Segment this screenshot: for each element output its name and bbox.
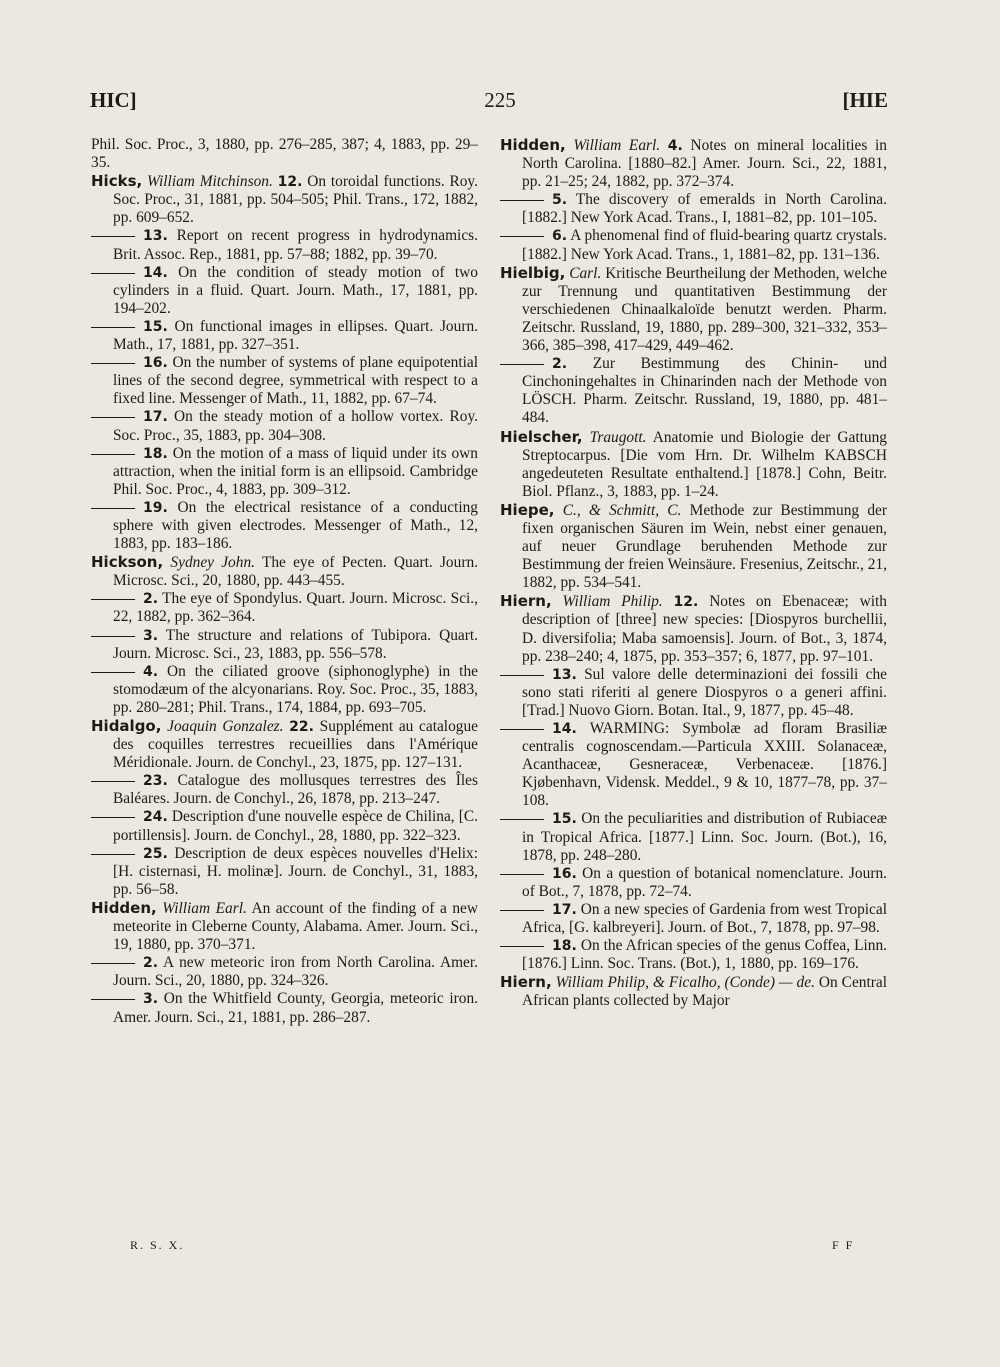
entry-text: On the condition of steady motion of two cylinders in a fluid. Quart. Journ. Math., 17, 1881, pp. 194–202. (113, 263, 478, 317)
ditto-dash (91, 236, 135, 237)
entry-text: A phenomenal find of fluid-bearing quartz crystals. [1882.] New York Acad. Trans., 1, 1881–82, pp. 131–136. (522, 227, 887, 263)
author-given-names: Sydney John. (170, 554, 255, 572)
entry-number: 16. (552, 865, 577, 882)
ditto-dash (91, 599, 135, 600)
entry-text: On the peculiarities and distribution of Rubiaceæ in Tropical Africa. [1877.] Linn. Soc. Journ. (Bot.), 16, 1878, pp. 248–280. (522, 810, 887, 864)
author-entry (500, 264, 887, 355)
sub-entry (91, 264, 478, 318)
author-given-names: William Mitchinson. (147, 173, 273, 191)
entry-number: 12. (277, 174, 303, 191)
sub-entry (91, 627, 478, 663)
entry-number: 16. (143, 355, 168, 372)
entry-text: The structure and relations of Tubipora. Quart. Journ. Microsc. Sci., 23, 1883, pp. 556–578. (113, 626, 478, 662)
entry-number: 23. (143, 773, 168, 790)
ditto-dash (500, 200, 544, 201)
sub-entry (91, 845, 478, 899)
author-surname: Hickson, (91, 553, 164, 572)
entry-text: WARMING: Symbolæ ad floram Brasiliæ centralis cognoscendam.—Particula XXIII. Solanaceæ, Acanthaceæ, Gesneraceæ, Verbenaceæ. [1876.] Kjøbenhavn, Vidensk. Meddel., 9 & 10, 1877–78, pp. 37–108. (522, 720, 888, 810)
author-surname: Hiern, (500, 973, 552, 992)
entry-number: 12. (673, 594, 699, 611)
author-surname: Hidden, (500, 136, 566, 154)
author-surname: Hidden, (91, 898, 157, 917)
author-entry (91, 717, 478, 772)
sub-entry (500, 355, 887, 427)
author-surname: Hiepe, (500, 500, 555, 519)
running-head-left: HIC] (90, 88, 137, 112)
sub-entry (91, 227, 478, 263)
sub-entry (500, 666, 887, 720)
ditto-dash (500, 675, 544, 676)
ditto-dash (500, 364, 544, 365)
author-surname: Hielbig, (500, 263, 566, 282)
entry-number: 6. (552, 228, 568, 245)
author-entry (500, 501, 887, 592)
entry-text: Anatomie und Biologie der Gattung Streptocarpus. [Die vom Hrn. Dr. Wilhelm KABSCH angedeuteten Resultate enthaltend.] [1878.] Cohn, Beitr. Biol. Pflanz., 3, 1883, pp. 1–24. (522, 428, 887, 500)
ditto-dash (91, 454, 135, 455)
entry-number: 17. (143, 409, 168, 426)
entry-text: Sul valore delle determinazioni dei fossili che sono stati riferiti al genere Diospyros o a generi affini. [Trad.] Nuovo Giorn. Botan. Ital., 9, 1877, pp. 45–48. (522, 665, 887, 719)
entry-text: Phil. Soc. Proc., 3, 1880, pp. 276–285, 387; 4, 1883, pp. 29–35. (91, 136, 478, 172)
entry-number: 5. (552, 192, 568, 209)
entry-number: 17. (552, 901, 577, 918)
entry-number: 2. (143, 955, 159, 972)
entry-text: Kritische Beurtheilung der Methoden, welche zur Trennung und quantitativen Bestimmung der verschiedenen Chinaalkaloïde benutzt werden. Pharm. Zeitschr. Russland, 19, 1880, pp. 289–300, 321–332, 353–366, 385–398, 417–429, 449–462. (522, 264, 887, 355)
entry-number: 15. (552, 811, 577, 828)
entry-text: Description de deux espèces nouvelles d'Helix: [H. cisternasi, H. molinæ]. Journ. de Conchyl., 31, 1883, pp. 56–58. (113, 844, 478, 898)
entry-text: On a new species of Gardenia from west Tropical Africa, [G. kalbreyeri]. Journ. of Bot., 7, 1878, pp. 97–98. (522, 900, 887, 937)
entry-text: On the African species of the genus Coffea, Linn. [1876.] Linn. Soc. Trans. (Bot.), 1, 1880, pp. 169–176. (522, 937, 887, 973)
sub-entry (91, 445, 478, 499)
sub-entry (91, 990, 478, 1026)
ditto-dash (500, 910, 544, 911)
sub-entry (91, 318, 478, 354)
sub-entry (500, 191, 887, 227)
author-surname: Hicks, (91, 172, 143, 191)
entry-number: 13. (143, 228, 168, 245)
entry-text: Report on recent progress in hydrodynamics. Brit. Assoc. Rep., 1881, pp. 57–88; 1882, pp. 39–70. (113, 227, 478, 263)
ditto-dash (91, 672, 135, 673)
sub-entry (500, 901, 887, 937)
entry-number: 2. (143, 591, 159, 608)
entry-text: Supplément au catalogue des coquilles terrestres recueillies dans l'Amérique Méridionale. Journ. de Conchyl., 23, 1875, pp. 127–131. (113, 718, 478, 772)
signature-mark: R. S. X. (130, 1238, 185, 1252)
author-given-names: Joaquin Gonzalez. (167, 718, 284, 735)
entry-number: 22. (289, 719, 314, 735)
entry-text: On a question of botanical nomenclature. Journ. of Bot., 7, 1878, pp. 72–74. (522, 864, 887, 900)
entry-text: Notes on Ebenaceæ; with description of [three] new species: [Diospyros burchellii, D. diversifolia; Maba samoensis]. Journ. of Bot., 3, 1874, pp. 238–240; 4, 1875, pp. 353–357; 6, 1877, pp. 97–101. (522, 593, 887, 665)
entry-text: On the electrical resistance of a conducting sphere with given electrodes. Messenger of Math., 12, 1883, pp. 183–186. (113, 498, 478, 553)
ditto-dash (500, 819, 544, 820)
sub-entry (91, 408, 478, 444)
author-given-names: William Earl. (573, 137, 661, 154)
entry-number: 18. (143, 445, 168, 462)
entry-number: 14. (552, 721, 577, 737)
sub-entry (91, 663, 478, 717)
entry-text: The eye of Spondylus. Quart. Journ. Microsc. Sci., 22, 1882, pp. 362–364. (113, 590, 478, 626)
sub-entry (500, 810, 887, 864)
sub-entry (91, 808, 478, 844)
entry-text: Zur Bestimmung des Chinin- und Cinchoningehaltes in Chinarinden nach der Methode von LÖSCH. Pharm. Zeitschr. Russland, 19, 1880, pp. 481–484. (522, 355, 887, 427)
ditto-dash (91, 363, 135, 364)
author-entry (500, 973, 887, 1010)
sub-entry (500, 937, 887, 973)
entry-text: On functional images in ellipses. Quart. Journ. Math., 17, 1881, pp. 327–351. (113, 317, 478, 354)
ditto-dash (91, 327, 135, 328)
entry-number: 18. (552, 938, 577, 955)
entry-text: On the ciliated groove (siphonoglyphe) in the stomodæum of the alcyonarians. Roy. Soc. Proc., 35, 1883, pp. 280–281; Phil. Trans., 174, 1884, pp. 693–705. (113, 662, 478, 716)
author-entry (91, 899, 478, 954)
ditto-dash (91, 417, 135, 418)
entry-text: On Central African plants collected by Major (522, 974, 887, 1010)
ditto-dash (500, 236, 544, 237)
entry-text: An account of the finding of a new meteorite in Cleberne County, Alabama. Amer. Journ. Sci., 19, 1880, pp. 370–371. (113, 899, 478, 954)
author-given-names: William Philip, & Ficalho, (Conde) — de. (555, 974, 815, 992)
entry-number: 15. (143, 318, 168, 335)
ditto-dash (91, 781, 135, 782)
ditto-dash (91, 508, 135, 509)
ditto-dash (500, 729, 544, 730)
entry-number: 3. (143, 991, 159, 1008)
entry-number: 13. (552, 666, 577, 683)
author-entry (500, 592, 887, 665)
author-given-names: C., & Schmitt, C. (562, 501, 682, 519)
sub-entry (91, 499, 478, 553)
entry-number: 14. (143, 264, 168, 281)
entry-text: On the number of systems of plane equipotential lines of the second degree, symmetrical with respect to a fixed line. Messenger of Math., 11, 1882, pp. 67–74. (113, 354, 478, 408)
author-entry (91, 553, 478, 590)
entry-text: On the motion of a mass of liquid under its own attraction, when the initial form is an ellipsoid. Cambridge Phil. Soc. Proc., 4, 1883, pp. 309–312. (113, 444, 478, 498)
sub-entry (91, 772, 478, 808)
entry-text: On the Whitfield County, Georgia, meteoric iron. Amer. Journ. Sci., 21, 1881, pp. 286–287. (113, 990, 478, 1026)
entry-number: 3. (143, 627, 159, 644)
author-surname: Hiern, (500, 592, 552, 611)
entry-text: Methode zur Bestimmung der fixen organischen Säuren im Wein, nebst einer genauen, auf neuer Grundlage beruhenden Methode zur Bestimmung der freien Weinsäure. Fresenius, Zeitschr., 21, 1882, pp. 534–541. (522, 501, 887, 592)
entry-number: 25. (143, 845, 168, 862)
ditto-dash (91, 963, 135, 964)
page-number: 225 (484, 88, 516, 112)
author-entry (91, 172, 478, 227)
entry-number: 4. (667, 138, 683, 154)
ditto-dash (91, 636, 135, 637)
gathering-mark: F F (832, 1238, 855, 1252)
entry-text: The eye of Pecten. Quart. Journ. Microsc. Sci., 20, 1880, pp. 443–455. (113, 554, 478, 590)
author-entry (500, 428, 887, 501)
sub-entry (91, 954, 478, 990)
running-head-right: [HIE (842, 88, 888, 112)
entry-number: 19. (143, 499, 168, 516)
entry-text: Notes on mineral localities in North Carolina. [1880–82.] Amer. Journ. Sci., 22, 1881, pp. 21–25; 24, 1882, pp. 372–374. (522, 137, 887, 191)
entry-text: Description d'une nouvelle espèce de Chilina, [C. portillensis]. Journ. de Conchyl., 28, 1880, pp. 322–323. (113, 808, 478, 844)
sub-entry (500, 227, 887, 263)
author-given-names: William Earl. (162, 899, 247, 917)
author-surname: Hidalgo, (91, 717, 162, 735)
ditto-dash (500, 874, 544, 875)
entry-text: On toroidal functions. Roy. Soc. Proc., 31, 1881, pp. 504–505; Phil. Trans., 172, 1882, pp. 609–652. (113, 173, 478, 227)
entry-text: A new meteoric iron from North Carolina. Amer. Journ. Sci., 20, 1880, pp. 324–326. (113, 954, 478, 990)
continued-entry (91, 136, 478, 172)
sub-entry (500, 865, 887, 901)
ditto-dash (500, 946, 544, 947)
entry-text: The discovery of emeralds in North Carolina. [1882.] New York Acad. Trans., I, 1881–82, pp. 101–105. (522, 191, 887, 227)
author-given-names: Carl. (569, 264, 602, 282)
sub-entry (91, 354, 478, 408)
entry-number: 4. (143, 663, 159, 680)
ditto-dash (91, 273, 135, 274)
entry-number: 24. (143, 809, 168, 826)
sub-entry (91, 590, 478, 626)
author-surname: Hielscher, (500, 427, 583, 446)
ditto-dash (91, 817, 135, 818)
author-given-names: Traugott. (589, 428, 647, 446)
sub-entry (500, 720, 887, 810)
ditto-dash (91, 854, 135, 855)
right-column (500, 136, 887, 1011)
ditto-dash (91, 999, 135, 1000)
left-column (91, 136, 478, 1027)
entry-text: Catalogue des mollusques terrestres des Îles Baléares. Journ. de Conchyl., 26, 1878, pp. 213–247. (113, 772, 478, 808)
author-entry (500, 136, 887, 191)
entry-text: On the steady motion of a hollow vortex. Roy. Soc. Proc., 35, 1883, pp. 304–308. (113, 408, 478, 444)
entry-number: 2. (552, 356, 568, 373)
author-given-names: William Philip. (562, 593, 663, 611)
